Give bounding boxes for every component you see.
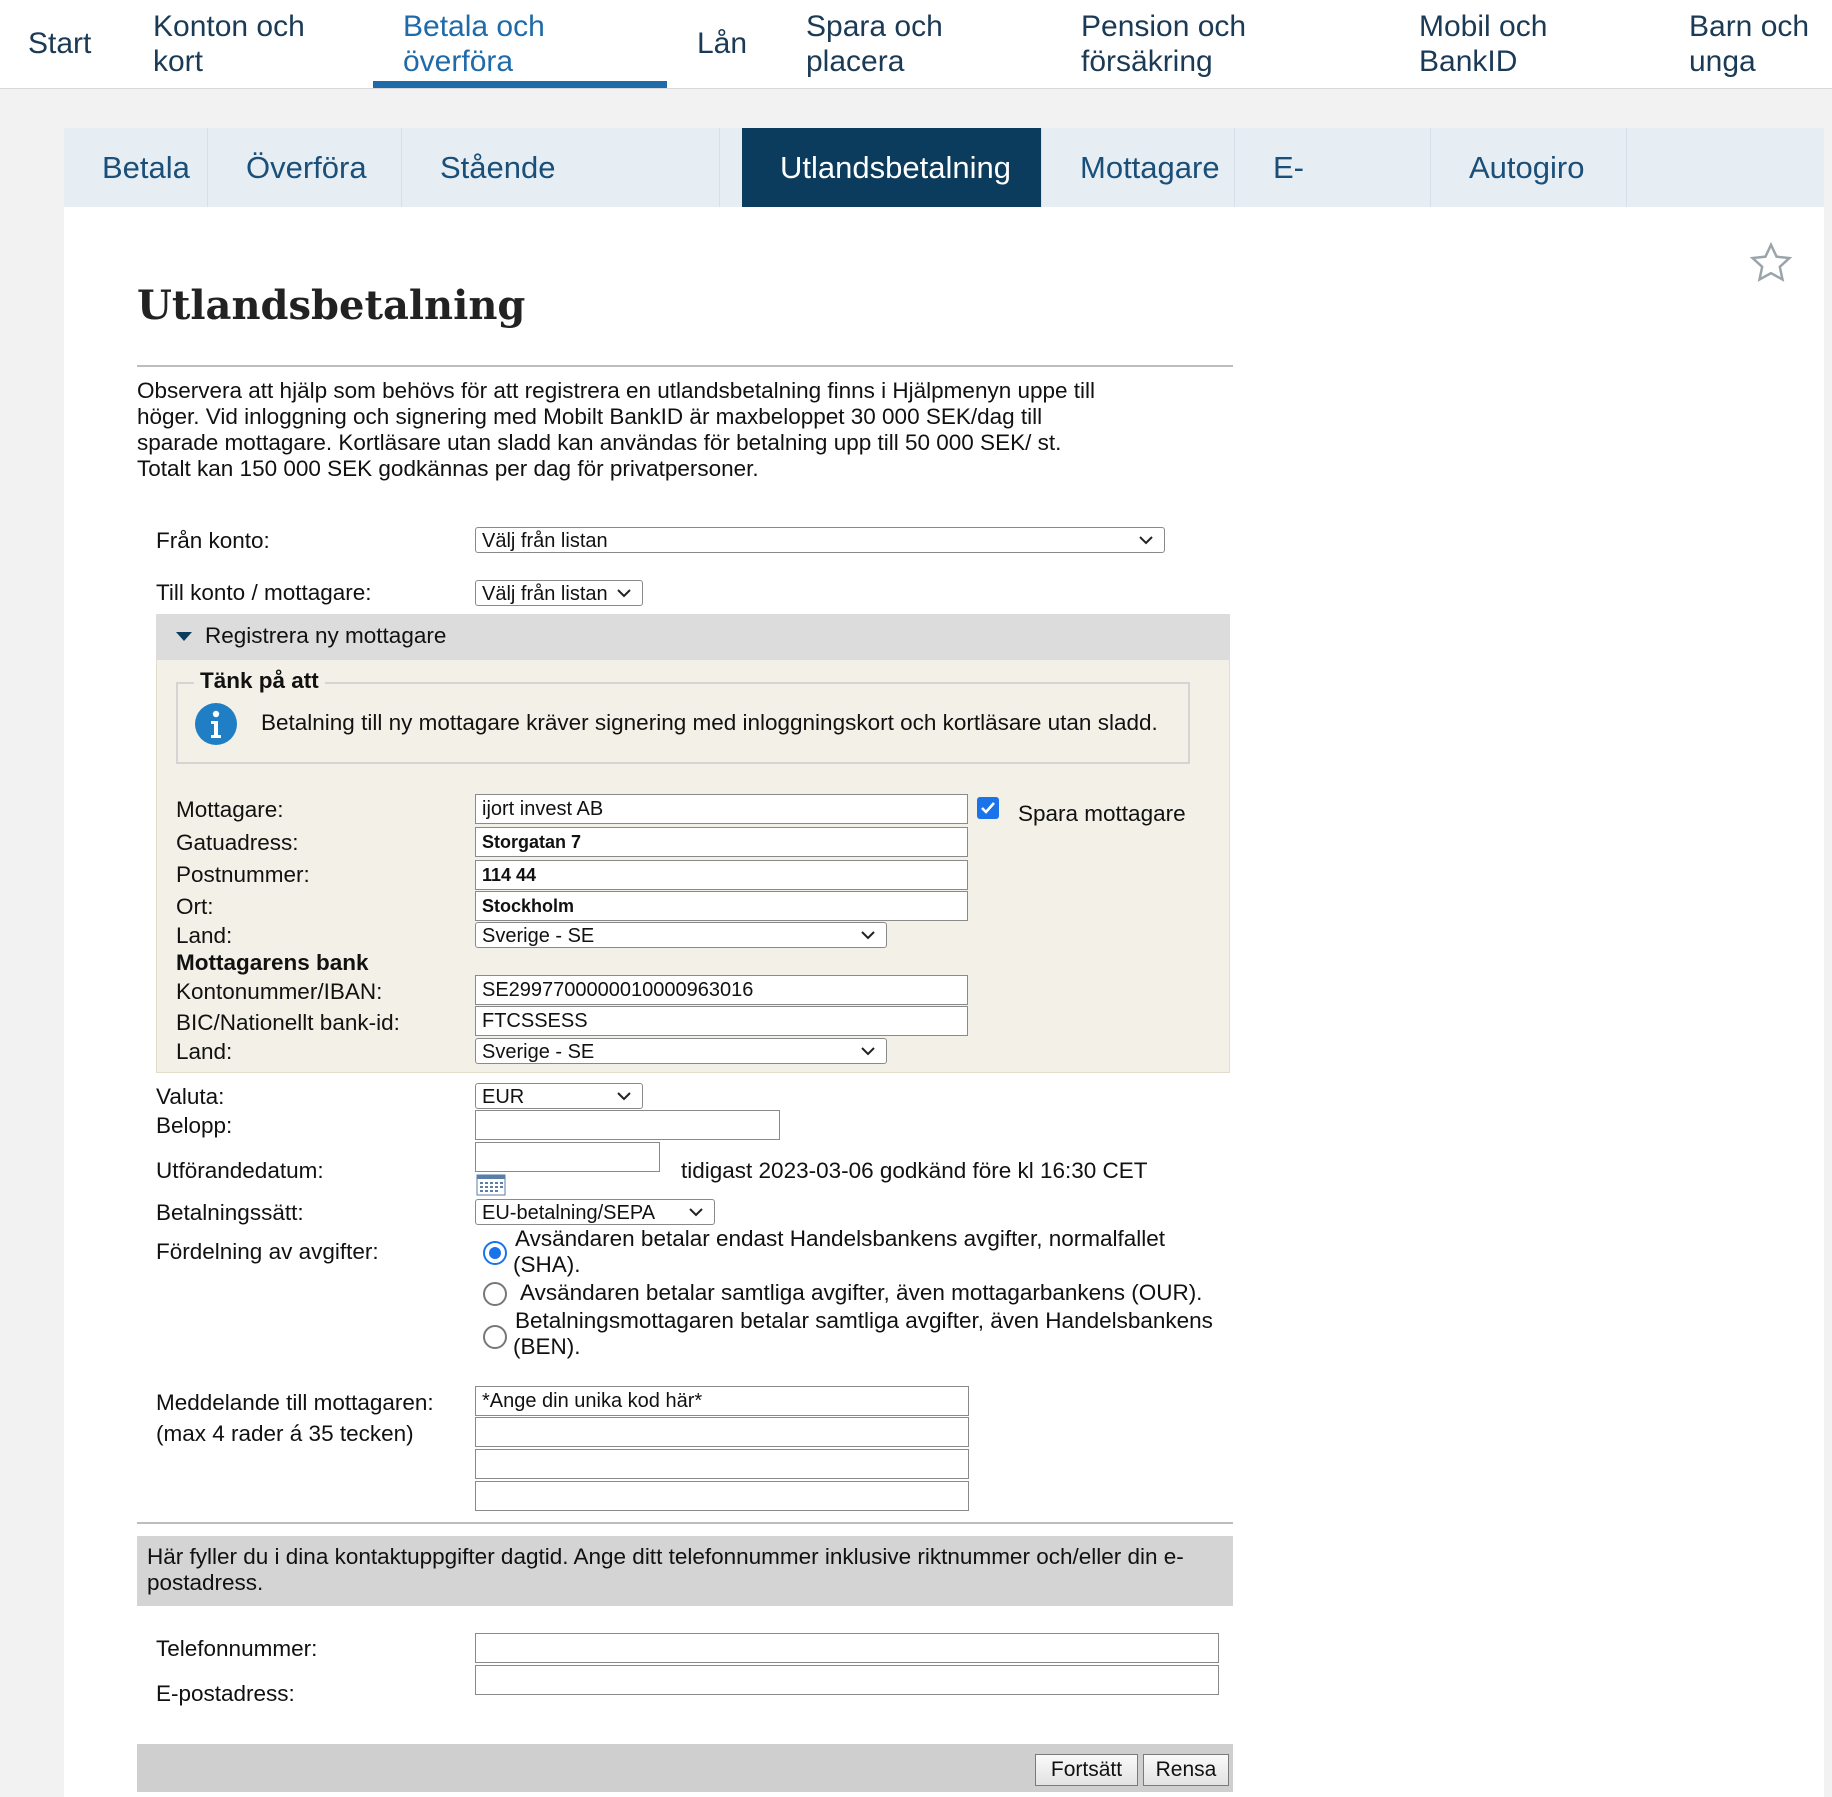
chevron-down-icon xyxy=(859,926,877,944)
continue-button[interactable]: Fortsätt xyxy=(1035,1754,1138,1786)
clear-button[interactable]: Rensa xyxy=(1143,1754,1229,1786)
date-hint: tidigast 2023-03-06 godkänd före kl 16:30 CET xyxy=(681,1158,1148,1183)
nav-betala-och-overfora[interactable]: Betala och överföra xyxy=(403,10,545,78)
nav-active-indicator xyxy=(373,81,667,88)
to-account-label: Till konto / mottagare: xyxy=(156,580,372,605)
postcode-input[interactable] xyxy=(475,860,968,890)
tab-staende-overforing[interactable]: Stående xyxy=(402,128,720,207)
currency-select[interactable]: EUR xyxy=(475,1083,643,1109)
chevron-down-icon xyxy=(687,1203,705,1221)
bank-country-label: Land: xyxy=(176,1039,233,1064)
email-label: E-postadress: xyxy=(156,1681,295,1706)
contact-info-text: Här fyller du i dina kontaktuppgifter dagtid. Ange ditt telefonnummer inklusive riktnummer och/eller din e-postadress. xyxy=(147,1544,1184,1595)
city-label: Ort: xyxy=(176,894,214,919)
street-label: Gatuadress: xyxy=(176,830,299,855)
city-input[interactable] xyxy=(475,891,968,921)
email-input[interactable] xyxy=(475,1665,1219,1695)
nav-barn-och-unga[interactable]: Barn och unga xyxy=(1689,10,1810,78)
calendar-icon[interactable] xyxy=(476,1174,506,1196)
save-recipient-label[interactable]: Spara mottagare xyxy=(1018,801,1186,826)
fee-sha-radio[interactable] xyxy=(483,1241,507,1265)
register-recipient-label: Registrera ny mottagare xyxy=(205,623,447,648)
favorite-star-icon[interactable] xyxy=(1748,240,1794,286)
tab-overfora[interactable]: Överföra xyxy=(208,128,402,207)
recipient-bank-heading: Mottagarens bank xyxy=(176,950,369,975)
info-icon xyxy=(194,702,238,746)
fees-label: Fördelning av avgifter: xyxy=(156,1239,379,1264)
payment-method-select[interactable]: EU-betalning/SEPA xyxy=(475,1199,715,1225)
iban-input[interactable] xyxy=(475,975,968,1005)
intro-text: Observera att hjälp som behövs för att registrera en utlandsbetalning finns i Hjälpmenyn uppe till höger. Vid inloggning och signering med Mobilt BankID är maxbeloppet 30 000 SEK/dag till sparade mottagare. Kortläsare utan sladd kan användas för betalning upp till 50 000 SEK/ st. Totalt kan 150 000 SEK godkännas per dag för privatpersoner. xyxy=(137,378,1096,481)
chevron-down-icon xyxy=(859,1042,877,1060)
divider xyxy=(137,365,1233,367)
amount-label: Belopp: xyxy=(156,1113,233,1138)
fee-ben-label[interactable]: Betalningsmottagaren betalar samtliga avgifter, även Handelsbankens (BEN). xyxy=(513,1308,1213,1359)
fee-our-label[interactable]: Avsändaren betalar samtliga avgifter, även mottagarbankens (OUR). xyxy=(520,1280,1203,1305)
chevron-down-icon xyxy=(615,1087,633,1105)
notice-text: Betalning till ny mottagare kräver signering med inloggningskort och kortläsare utan sladd. xyxy=(261,710,1158,735)
fee-ben-radio[interactable] xyxy=(483,1325,507,1349)
tab-utlandsbetalning[interactable]: Utlandsbetalning xyxy=(742,128,1042,207)
to-account-select[interactable]: Välj från listan xyxy=(475,580,643,606)
country-select[interactable]: Sverige - SE xyxy=(475,922,887,948)
postcode-label: Postnummer: xyxy=(176,862,310,887)
bic-label: BIC/Nationellt bank-id: xyxy=(176,1010,400,1035)
nav-pension-och-forsakring[interactable]: Pension och försäkring xyxy=(1081,10,1247,78)
form-actions-bar xyxy=(137,1744,1233,1792)
checkmark-icon xyxy=(979,799,997,817)
nav-spara-och-placera[interactable]: Spara och placera xyxy=(806,10,943,78)
tab-e-faktura[interactable]: E- xyxy=(1235,128,1431,207)
country-label: Land: xyxy=(176,923,233,948)
message-hint: (max 4 rader á 35 tecken) xyxy=(156,1421,414,1446)
from-account-label: Från konto: xyxy=(156,528,270,553)
sub-tabs xyxy=(64,128,1824,207)
save-recipient-checkbox[interactable] xyxy=(977,797,999,819)
date-label: Utförandedatum: xyxy=(156,1158,324,1183)
message-label: Meddelande till mottagaren: xyxy=(156,1390,434,1415)
amount-input[interactable] xyxy=(475,1110,780,1140)
bic-input[interactable] xyxy=(475,1006,968,1036)
iban-label: Kontonummer/IBAN: xyxy=(176,979,383,1004)
phone-label: Telefonnummer: xyxy=(156,1636,318,1661)
message-line-3[interactable] xyxy=(475,1449,969,1479)
currency-label: Valuta: xyxy=(156,1084,225,1109)
recipient-input[interactable] xyxy=(475,794,968,824)
message-line-1[interactable] xyxy=(475,1386,969,1416)
nav-lan[interactable]: Lån xyxy=(697,27,748,60)
fee-our-radio[interactable] xyxy=(483,1282,507,1306)
divider xyxy=(137,1522,1233,1524)
page-title: Utlandsbetalning xyxy=(137,282,526,329)
fee-sha-label[interactable]: Avsändaren betalar endast Handelsbankens avgifter, normalfallet (SHA). xyxy=(513,1226,1165,1277)
from-account-select[interactable]: Välj från listan xyxy=(475,527,1165,553)
method-label: Betalningssätt: xyxy=(156,1200,304,1225)
nav-start[interactable]: Start xyxy=(28,27,92,60)
message-line-2[interactable] xyxy=(475,1417,969,1447)
tab-autogiro[interactable]: Autogiro xyxy=(1431,128,1627,207)
tab-betala[interactable]: Betala xyxy=(64,128,208,207)
tab-mottagare[interactable]: Mottagare xyxy=(1042,128,1235,207)
bank-country-select[interactable]: Sverige - SE xyxy=(475,1038,887,1064)
message-line-4[interactable] xyxy=(475,1481,969,1511)
nav-mobil-och-bankid[interactable]: Mobil och BankID xyxy=(1419,10,1548,78)
register-recipient-toggle[interactable] xyxy=(156,614,1230,659)
contact-info-bar xyxy=(137,1536,1233,1606)
recipient-label: Mottagare: xyxy=(176,797,284,822)
chevron-down-icon xyxy=(1137,531,1155,549)
chevron-down-icon xyxy=(615,584,633,602)
phone-input[interactable] xyxy=(475,1633,1219,1663)
nav-konton-och-kort[interactable]: Konton och kort xyxy=(153,10,305,78)
caret-down-icon xyxy=(176,632,192,641)
notice-title: Tänk på att xyxy=(194,668,325,694)
date-input[interactable] xyxy=(475,1142,660,1172)
street-input[interactable] xyxy=(475,827,968,857)
top-navigation xyxy=(0,0,1832,89)
